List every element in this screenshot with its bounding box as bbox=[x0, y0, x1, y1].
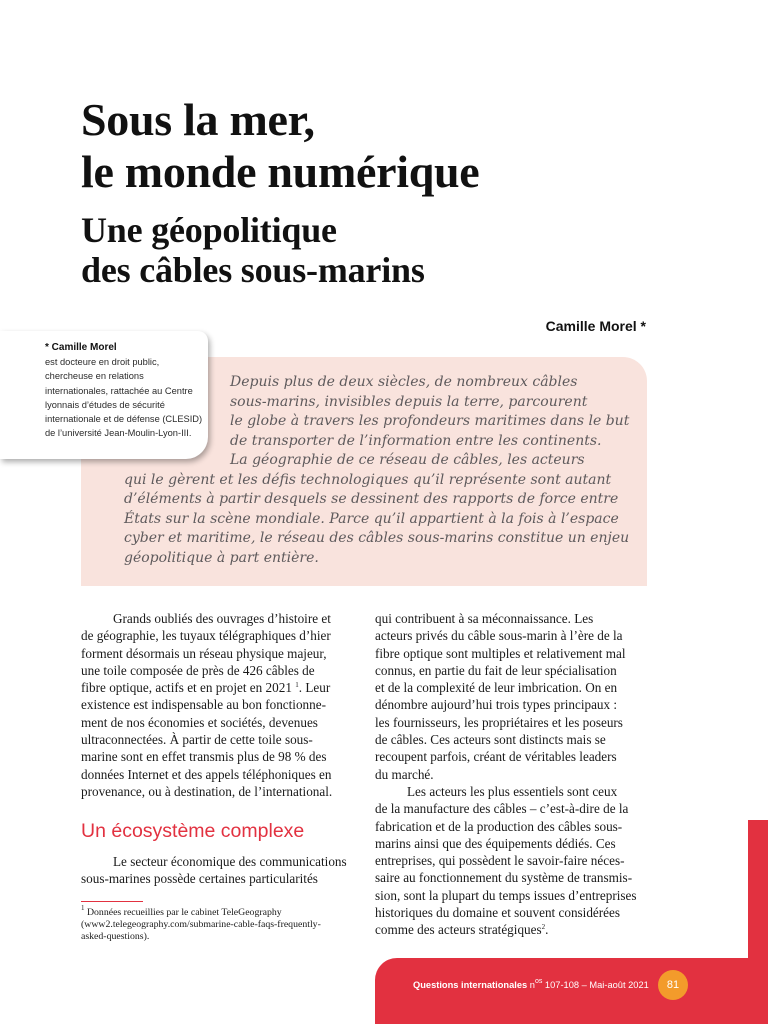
body-right-column bbox=[375, 610, 647, 939]
body-line: forment désormais un réseau physique majeur, bbox=[81, 645, 327, 661]
body-line: ment de nos économies et sociétés, devenues bbox=[81, 714, 318, 730]
footer-band bbox=[375, 958, 768, 1024]
author-byline: Camille Morel * bbox=[545, 318, 646, 334]
article-title bbox=[81, 94, 701, 198]
title-line: Sous la mer, bbox=[81, 94, 315, 145]
body-line: de câbles. Ces acteurs sont distincts mais se bbox=[375, 732, 606, 748]
body-line bbox=[375, 921, 647, 938]
bio-line: de l’université Jean-Moulin-Lyon-III. bbox=[45, 428, 192, 439]
body-line: acteurs privés du câble sous-marin à l’ère de la bbox=[375, 628, 623, 644]
footnote bbox=[81, 904, 353, 943]
body-line: connus, en partie du fait de leur spécialisation bbox=[375, 662, 617, 678]
bio-line: internationale et de défense (CLESID) bbox=[45, 414, 203, 425]
body-left-paragraph-2 bbox=[81, 853, 352, 888]
abstract-line: sous-marins, invisibles depuis la terre, parcourent bbox=[230, 393, 588, 410]
bio-line: chercheuse en relations bbox=[45, 371, 144, 382]
issue-prefix: n bbox=[529, 980, 535, 990]
bio-name: * Camille Morel bbox=[45, 342, 117, 353]
abstract-line: cyber et maritime, le réseau des câbles sous-marins constitue un enjeu bbox=[124, 530, 630, 546]
bio-line: lyonnais d’études de sécurité bbox=[45, 399, 165, 410]
footnote-text: Données recueillies par le cabinet TeleGeography bbox=[84, 907, 282, 918]
body-left-paragraph-1 bbox=[81, 610, 352, 800]
body-line: historiques du domaine et souvent considérées bbox=[375, 905, 621, 921]
body-line: une toile composée de près de 426 câbles de bbox=[81, 662, 315, 678]
footnote-line: asked-questions). bbox=[81, 931, 150, 942]
body-line-tail: . bbox=[545, 922, 549, 938]
body-line bbox=[81, 679, 352, 696]
bio-line: est docteure en droit public, bbox=[45, 357, 160, 368]
body-line: provenance, ou à destination, de l’international. bbox=[81, 783, 333, 799]
body-line: entreprises, qui possèdent le savoir-faire néces- bbox=[375, 853, 625, 869]
body-line: ultraconnectées. À partir de cette toile sous- bbox=[81, 732, 313, 748]
body-line-tail: . Leur bbox=[298, 680, 331, 696]
body-line: marine sont en effet transmis plus de 98 % des bbox=[81, 749, 327, 765]
body-line: Les acteurs les plus essentiels sont ceux bbox=[407, 783, 618, 799]
body-line: Grands oubliés des ouvrages d’histoire et bbox=[113, 611, 331, 626]
body-line: Le secteur économique des communications bbox=[113, 854, 347, 869]
subtitle-line: des câbles sous-marins bbox=[81, 250, 425, 290]
article-subtitle bbox=[81, 210, 701, 290]
body-line: de géographie, les tuyaux télégraphiques d’hier bbox=[81, 628, 331, 644]
journal-name: Questions internationales bbox=[413, 980, 528, 990]
body-line: et de la complexité de leur imbrication. On en bbox=[375, 680, 618, 696]
footnote-ref[interactable]: 1 bbox=[295, 681, 299, 690]
abstract-line: La géographie de ce réseau de câbles, les acteurs bbox=[230, 452, 585, 468]
footer-publication bbox=[413, 980, 649, 990]
abstract-line: qui le gèrent et les défis technologiques qu’il représente sont autant bbox=[124, 471, 612, 488]
body-line: saire au fonctionnement du système de transmis- bbox=[375, 870, 633, 886]
issue-info: 107-108 – Mai-août 2021 bbox=[542, 980, 649, 990]
body-line: fabrication et de la production des câbles sous- bbox=[375, 818, 623, 834]
footnote-line: (www2.telegeography.com/submarine-cable-faqs-frequently- bbox=[81, 919, 321, 930]
subtitle-line: Une géopolitique bbox=[81, 210, 337, 250]
body-line: existence est indispensable au bon fonctionne- bbox=[81, 697, 326, 713]
body-line-text: comme des acteurs stratégiques bbox=[375, 922, 542, 938]
body-line: fibre optique sont multiples et relativement mal bbox=[375, 645, 626, 661]
bio-line: internationales, rattachée au Centre bbox=[45, 385, 193, 396]
abstract-line: de transporter de l’information entre les continents. bbox=[230, 432, 602, 449]
footnote-divider bbox=[81, 901, 143, 902]
body-line: dénombre aujourd’hui trois types principaux : bbox=[375, 697, 618, 713]
body-line: du marché. bbox=[375, 766, 434, 782]
abstract-line: d’éléments à partir desquels se dessinent des rapports de force entre bbox=[124, 491, 619, 507]
body-line: sion, sont la plupart du temps issues d’entreprises bbox=[375, 887, 637, 903]
author-bio-card bbox=[0, 331, 208, 459]
abstract-line: États sur la scène mondiale. Parce qu’il appartient à la fois à l’espace bbox=[124, 510, 619, 527]
body-line: qui contribuent à sa méconnaissance. Les bbox=[375, 611, 594, 626]
body-line-text: fibre optique, actifs et en projet en 2021 bbox=[81, 680, 292, 696]
body-line: de la manufacture des câbles – c’est-à-dire de la bbox=[375, 801, 629, 817]
page-number: 81 bbox=[658, 970, 688, 1000]
body-line: sous-marines possède certaines particularités bbox=[81, 871, 318, 887]
footnote-line bbox=[81, 904, 353, 919]
abstract-line: Depuis plus de deux siècles, de nombreux câbles bbox=[230, 374, 578, 390]
abstract-line: le globe à travers les profondeurs maritimes dans le but bbox=[230, 413, 630, 429]
body-line: les fournisseurs, les propriétaires et les poseurs bbox=[375, 714, 623, 730]
section-heading: Un écosystème complexe bbox=[81, 820, 305, 842]
footnote-ref[interactable]: 2 bbox=[541, 923, 546, 932]
abstract-line: géopolitique à part entière. bbox=[124, 549, 319, 566]
body-line: recoupent parfois, créant de véritables leaders bbox=[375, 749, 617, 765]
title-line: le monde numérique bbox=[81, 146, 480, 197]
footnote-number: 1 bbox=[81, 904, 85, 912]
body-line: marins ainsi que des équipements dédiés. Ces bbox=[375, 835, 616, 851]
body-line: données Internet et des appels téléphoniques en bbox=[81, 766, 332, 782]
issue-suffix: os bbox=[534, 978, 543, 985]
